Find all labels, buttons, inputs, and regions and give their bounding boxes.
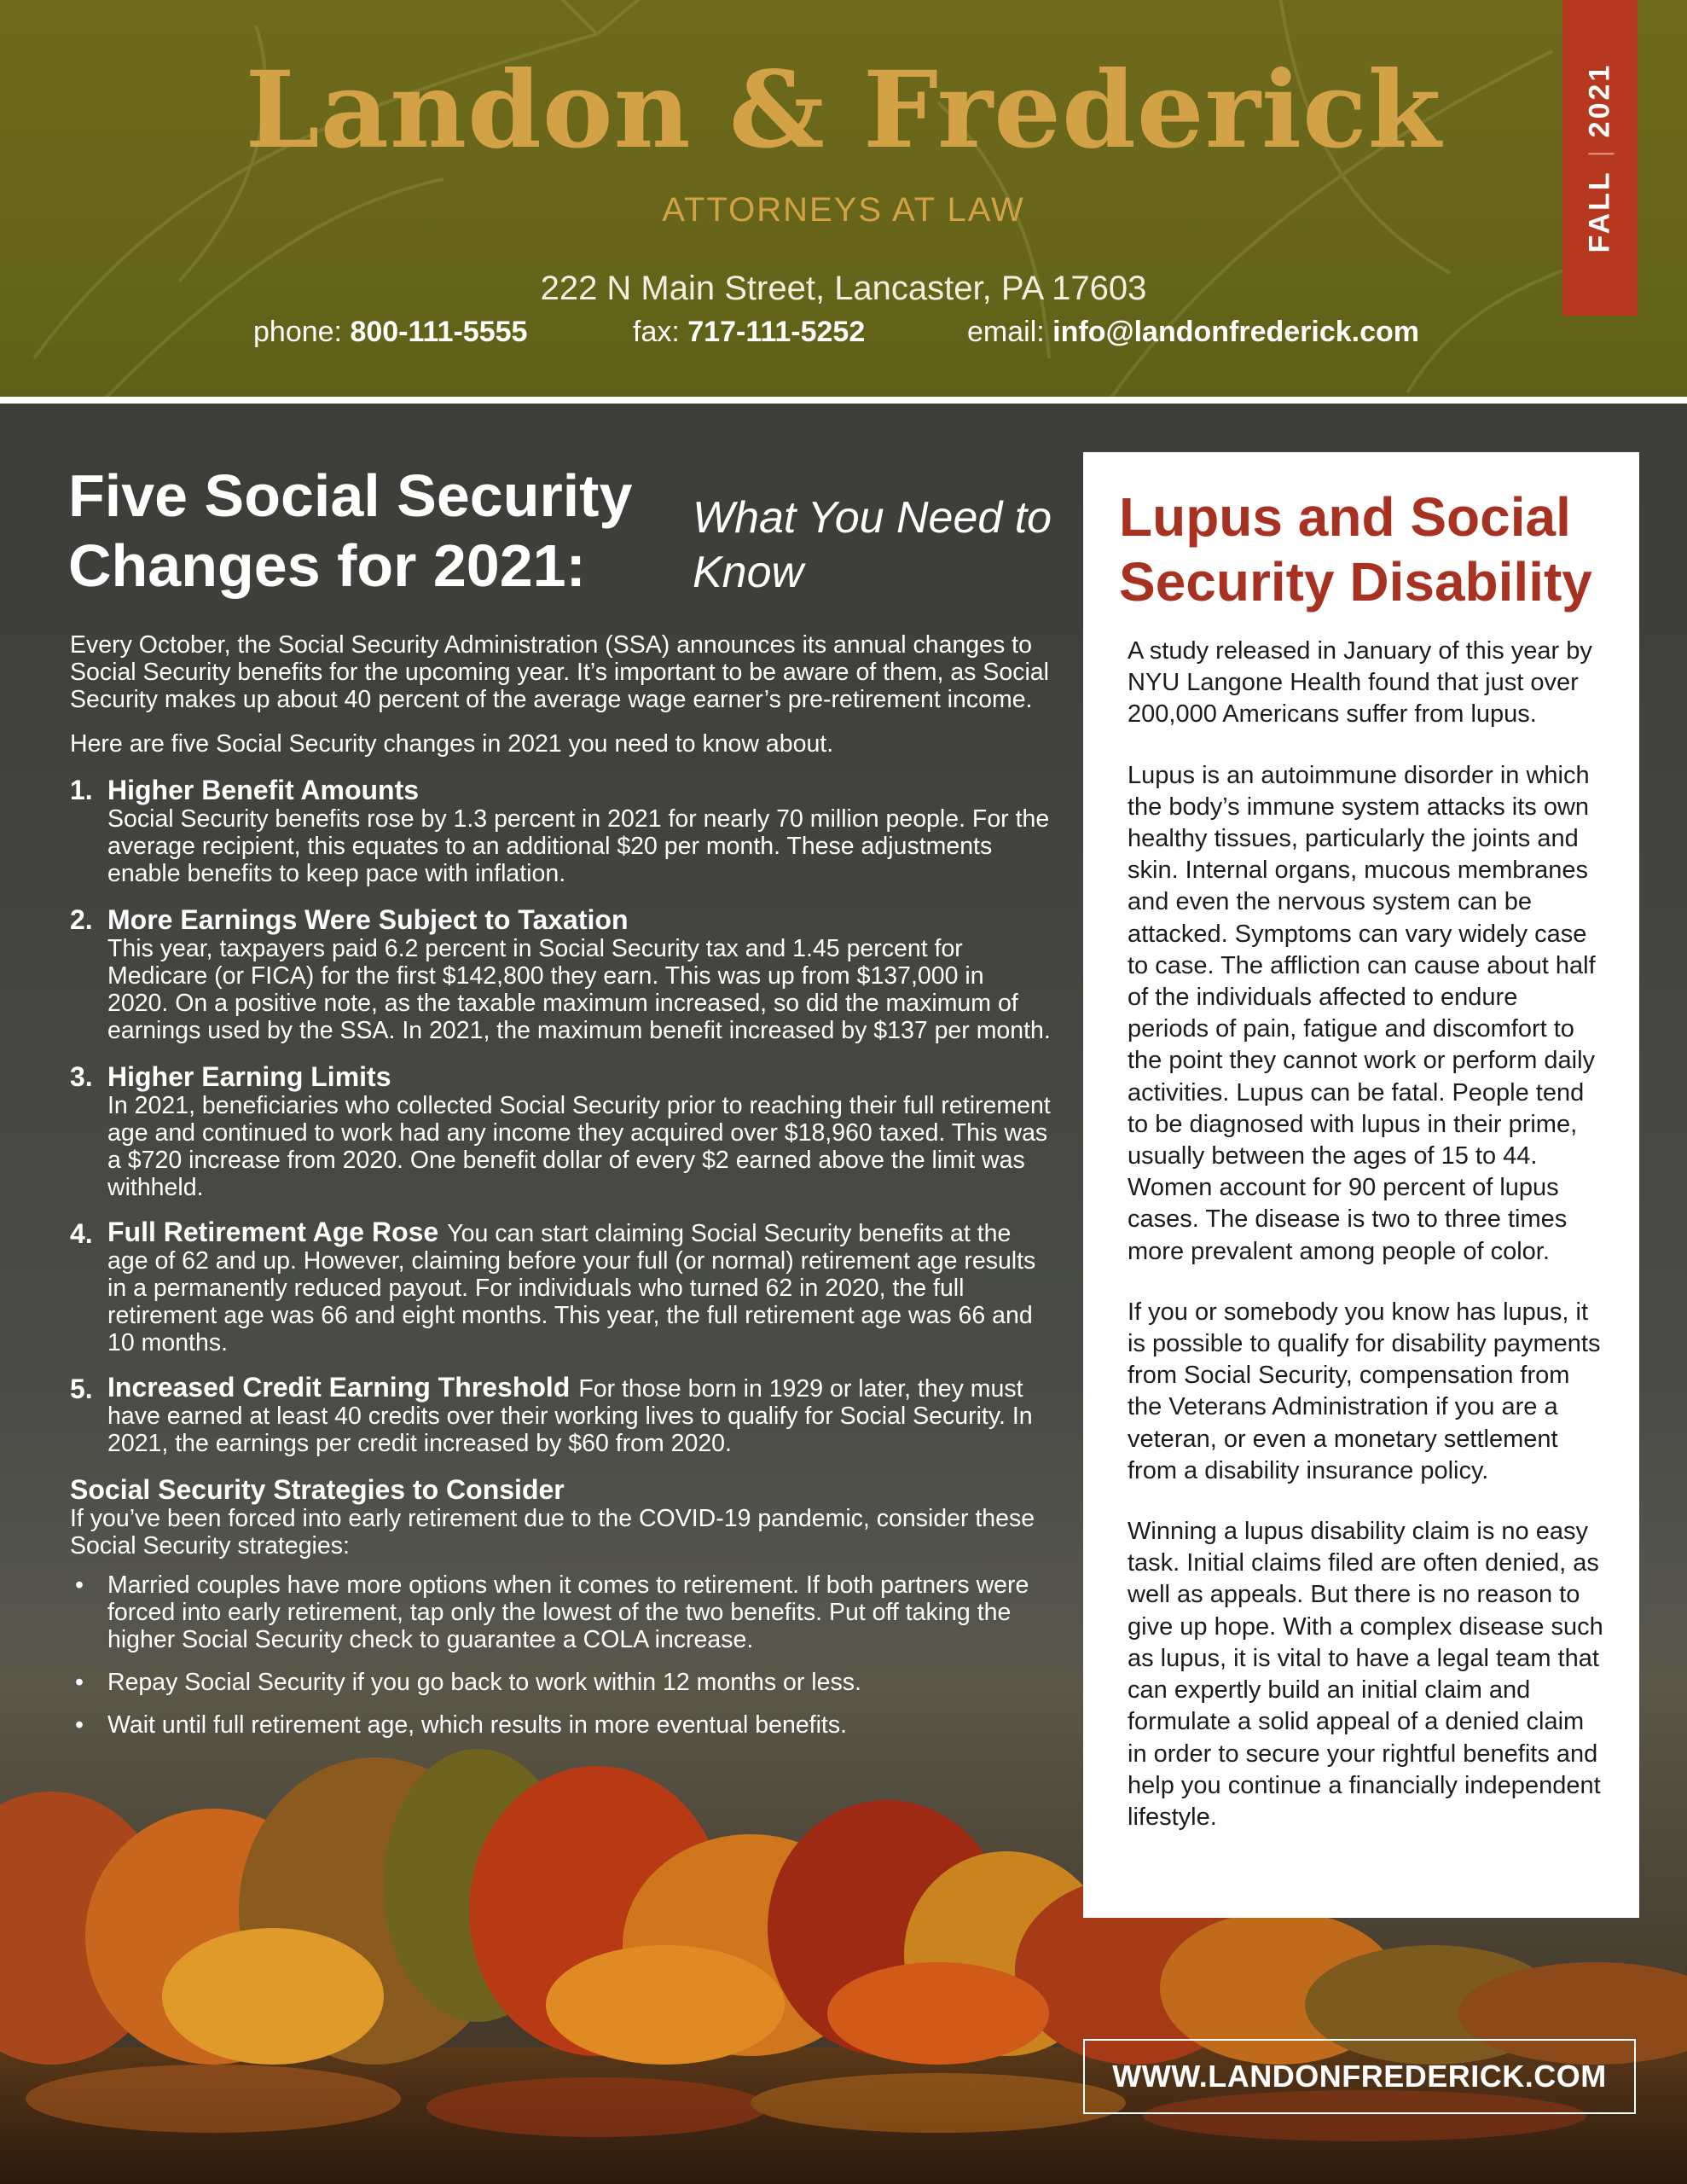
sidebar-paragraph: If you or somebody you know has lupus, it is possible to qualify for disability payments from Social Security, compensation from the Veterans Administration if you are a veteran, or even a monetary settlement from a disability insurance policy. [1128, 1298, 1601, 1484]
firm-address: 222 N Main Street, Lancaster, PA 17603 [540, 270, 1147, 307]
change-item-2 [70, 904, 1051, 1044]
article-body [70, 631, 1051, 1754]
item-text: Social Security benefits rose by 1.3 percent in 2021 for nearly 70 million people. For the average recipient, this equates to an additional $20 per month. These adjustments enable benefits to keep pace with inflation. [107, 805, 1050, 887]
issue-divider [1589, 153, 1615, 154]
masthead [0, 0, 1687, 397]
item-heading: Increased Credit Earning Threshold [107, 1372, 571, 1403]
article-intro: Every October, the Social Security Administration (SSA) announces its annual changes to Social Security benefits for the upcoming year. It’s important to be aware of them, as Social Security makes up about 40 percent of the average wage earner’s pre-retirement income. [70, 631, 1049, 713]
change-item-4 [70, 1218, 1051, 1356]
article-lead: Here are five Social Security changes in 2021 you need to know about. [70, 730, 834, 758]
issue-label [1584, 63, 1617, 253]
change-item-1 [70, 775, 1051, 887]
item-number: 1. [70, 775, 93, 805]
sidebar-paragraph: A study released in January of this year by NYU Langone Health found that just over 200,000 Americans suffer from lupus. [1128, 637, 1592, 729]
list-item: • Repay Social Security if you go back to work within 12 months or less. [70, 1669, 1051, 1696]
item-text: In 2021, beneficiaries who collected Social Security prior to reaching their full retirement age and continued to work had any income they acquired over $18,960 taxed. This was a $720 increase from 2020. One benefit dollar of every $2 earned above the limit was withheld. [107, 1092, 1051, 1201]
website-link[interactable]: WWW.LANDONFREDERICK.COM [1083, 2039, 1636, 2114]
firm-tagline: ATTORNEYS AT LAW [662, 191, 1025, 229]
phone-label: phone: [253, 316, 342, 348]
sidebar-body [1128, 636, 1605, 1862]
item-heading: Higher Benefit Amounts [107, 775, 420, 805]
change-item-3 [70, 1061, 1051, 1201]
item-text: For those born in 1929 or later, they must have earned at least 40 credits over their working lives to qualify for Social Security. In 2021, the earnings per credit increased by $60 from 2020. [107, 1375, 1033, 1457]
article-title: Five Social Security Changes for 2021: [68, 462, 633, 599]
item-number: 4. [70, 1218, 93, 1249]
change-item-5 [70, 1374, 1051, 1457]
email-contact [967, 317, 1419, 346]
sidebar-paragraph: Winning a lupus disability claim is no easy task. Initial claims filed are often denied, as well as appeals. But there is no reason to give up hope. With a complex disease such as lupus, it is vital to have a legal team that can expertly build an initial claim and formulate a solid appeal of a denied claim in order to secure your rightful benefits and help you continue a financially independent lifestyle. [1128, 1518, 1603, 1831]
article-subtitle: What You Need to Know [693, 493, 1052, 597]
issue-season: FALL [1583, 170, 1616, 253]
sidebar-panel [1083, 452, 1639, 1918]
email-link[interactable]: info@landonfrederick.com [1052, 316, 1420, 348]
fax-number: 717-111-5252 [687, 316, 866, 348]
email-label: email: [967, 316, 1045, 348]
firm-name: Landon & Frederick [245, 49, 1442, 172]
sidebar-title: Lupus and Social Security Disability [1119, 486, 1592, 613]
fax-label: fax: [633, 316, 680, 348]
header-divider [0, 397, 1687, 404]
item-heading: Full Retirement Age Rose [107, 1217, 439, 1247]
issue-year: 2021 [1583, 62, 1616, 138]
phone-number[interactable]: 800-111-5555 [350, 316, 528, 348]
list-item: • Wait until full retirement age, which results in more eventual benefits. [70, 1711, 1051, 1739]
phone-contact [253, 317, 527, 346]
item-number: 3. [70, 1061, 93, 1092]
fax-contact [633, 317, 865, 346]
sidebar-paragraph: Lupus is an autoimmune disorder in which the body’s immune system attacks its own healthy tissues, particularly the joints and skin. Internal organs, mucous membranes and even the nervous system can be attacked. Symptoms can vary widely case to case. The affliction can cause about half of the individuals affected to endure periods of pain, fatigue and discomfort to the point they cannot work or perform daily activities. Lupus can be fatal. People tend to be diagnosed with lupus in their prime, usually between the ages of 15 to 44. Women account for 90 percent of lupus cases. The disease is two to three times more prevalent among people of color. [1128, 761, 1596, 1265]
strategies-list [70, 1571, 1051, 1739]
strategies-heading: Social Security Strategies to Consider [70, 1474, 565, 1505]
item-number: 2. [70, 904, 93, 935]
strategies-intro: If you’ve been forced into early retirement due to the COVID-19 pandemic, consider these Social Security strategies: [70, 1505, 1035, 1560]
list-item: • Married couples have more options when it comes to retirement. If both partners were forced into early retirement, tap only the lowest of the two benefits. Put off taking the higher Social Security check to guarantee a COLA increase. [70, 1571, 1051, 1653]
item-heading: More Earnings Were Subject to Taxation [107, 904, 629, 935]
item-number: 5. [70, 1374, 93, 1404]
item-heading: Higher Earning Limits [107, 1061, 391, 1092]
item-text: You can start claiming Social Security benefits at the age of 62 and up. However, claiming before your full (or normal) retirement age results in a permanently reduced payout. For individuals who turned 62 in 2020, the full retirement age was 66 and eight months. This year, the full retirement age was 66 and 10 months. [107, 1220, 1036, 1356]
item-text: This year, taxpayers paid 6.2 percent in Social Security tax and 1.45 percent for Medicare (or FICA) for the first $142,800 they earn. This was up from $137,000 in 2020. On a positive note, as the taxable maximum increased, so did the maximum of earnings used by the SSA. In 2021, the maximum benefit increased by $137 per month. [107, 935, 1051, 1044]
